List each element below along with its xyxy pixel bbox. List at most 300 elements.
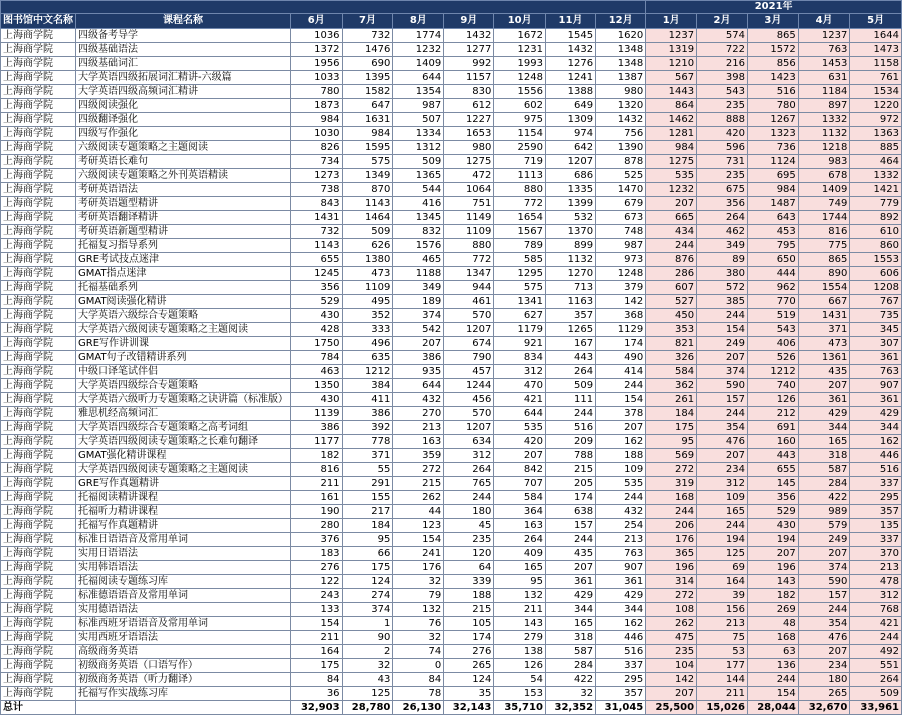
total-value-cell[interactable]: 28,044	[747, 701, 798, 715]
count-cell[interactable]: 642	[545, 141, 595, 155]
count-cell[interactable]: 644	[393, 379, 444, 393]
count-cell[interactable]: 175	[646, 421, 697, 435]
course-name-cell[interactable]: 大学英语四级综合专题策略	[76, 379, 291, 393]
count-cell[interactable]: 78	[393, 687, 444, 701]
count-cell[interactable]: 279	[494, 631, 546, 645]
count-cell[interactable]: 379	[596, 281, 646, 295]
count-cell[interactable]: 361	[545, 575, 595, 589]
count-cell[interactable]: 165	[697, 505, 748, 519]
course-name-cell[interactable]: 四级阅读强化	[76, 99, 291, 113]
count-cell[interactable]: 212	[747, 407, 798, 421]
count-cell[interactable]: 870	[342, 183, 393, 197]
count-cell[interactable]: 631	[798, 71, 850, 85]
count-cell[interactable]: 983	[798, 155, 850, 169]
count-cell[interactable]: 1129	[596, 323, 646, 337]
library-name-cell[interactable]: 上海商学院	[1, 547, 76, 561]
count-cell[interactable]: 386	[291, 421, 343, 435]
count-cell[interactable]: 751	[444, 197, 494, 211]
count-cell[interactable]: 526	[747, 351, 798, 365]
count-cell[interactable]: 344	[596, 603, 646, 617]
count-cell[interactable]: 635	[342, 351, 393, 365]
count-cell[interactable]: 644	[393, 71, 444, 85]
count-cell[interactable]: 284	[798, 477, 850, 491]
count-cell[interactable]: 2590	[494, 141, 546, 155]
count-cell[interactable]: 465	[393, 253, 444, 267]
count-cell[interactable]: 143	[494, 617, 546, 631]
count-cell[interactable]: 973	[596, 253, 646, 267]
count-cell[interactable]: 475	[646, 631, 697, 645]
count-cell[interactable]: 326	[646, 351, 697, 365]
count-cell[interactable]: 1476	[342, 43, 393, 57]
count-cell[interactable]: 89	[697, 253, 748, 267]
count-cell[interactable]: 361	[850, 351, 902, 365]
course-name-cell[interactable]	[76, 701, 291, 715]
count-cell[interactable]: 732	[342, 29, 393, 43]
count-cell[interactable]: 734	[291, 155, 343, 169]
count-cell[interactable]: 211	[291, 477, 343, 491]
count-cell[interactable]: 213	[697, 617, 748, 631]
count-cell[interactable]: 165	[545, 617, 595, 631]
count-cell[interactable]: 667	[798, 295, 850, 309]
count-cell[interactable]: 1443	[646, 85, 697, 99]
count-cell[interactable]: 1653	[444, 127, 494, 141]
count-cell[interactable]: 1672	[494, 29, 546, 43]
course-name-cell[interactable]: GRE写作真题精讲	[76, 477, 291, 491]
count-cell[interactable]: 535	[646, 169, 697, 183]
count-cell[interactable]: 356	[747, 491, 798, 505]
count-cell[interactable]: 1572	[747, 43, 798, 57]
count-cell[interactable]: 1620	[596, 29, 646, 43]
library-name-cell[interactable]: 上海商学院	[1, 183, 76, 197]
count-cell[interactable]: 575	[494, 281, 546, 295]
count-cell[interactable]: 207	[697, 351, 748, 365]
count-cell[interactable]: 207	[747, 547, 798, 561]
count-cell[interactable]: 1409	[798, 183, 850, 197]
course-name-cell[interactable]: 实用西班牙语语法	[76, 631, 291, 645]
count-cell[interactable]: 1295	[494, 267, 546, 281]
count-cell[interactable]: 54	[494, 673, 546, 687]
month-header[interactable]: 4月	[798, 14, 850, 29]
count-cell[interactable]: 446	[850, 449, 902, 463]
count-cell[interactable]: 286	[646, 267, 697, 281]
count-cell[interactable]: 143	[747, 575, 798, 589]
library-name-cell[interactable]: 上海商学院	[1, 617, 76, 631]
count-cell[interactable]: 772	[444, 253, 494, 267]
count-cell[interactable]: 84	[291, 673, 343, 687]
count-cell[interactable]: 1143	[291, 239, 343, 253]
course-name-cell[interactable]: 大学英语四级拓展词汇精讲-六级篇	[76, 71, 291, 85]
count-cell[interactable]: 314	[646, 575, 697, 589]
count-cell[interactable]: 337	[850, 533, 902, 547]
count-cell[interactable]: 154	[697, 323, 748, 337]
month-header[interactable]: 5月	[850, 14, 902, 29]
count-cell[interactable]: 361	[596, 575, 646, 589]
count-cell[interactable]: 1208	[850, 281, 902, 295]
count-cell[interactable]: 95	[646, 435, 697, 449]
count-cell[interactable]: 461	[444, 295, 494, 309]
count-cell[interactable]: 1030	[291, 127, 343, 141]
count-cell[interactable]: 707	[494, 477, 546, 491]
library-name-cell[interactable]: 上海商学院	[1, 603, 76, 617]
count-cell[interactable]: 1212	[747, 365, 798, 379]
count-cell[interactable]: 944	[444, 281, 494, 295]
count-cell[interactable]: 1554	[798, 281, 850, 295]
count-cell[interactable]: 1370	[545, 225, 595, 239]
count-cell[interactable]: 160	[747, 435, 798, 449]
count-cell[interactable]: 1220	[850, 99, 902, 113]
count-cell[interactable]: 429	[596, 589, 646, 603]
count-cell[interactable]: 207	[798, 547, 850, 561]
count-cell[interactable]: 972	[850, 113, 902, 127]
count-cell[interactable]: 832	[393, 225, 444, 239]
total-value-cell[interactable]: 35,710	[494, 701, 546, 715]
count-cell[interactable]: 1241	[545, 71, 595, 85]
count-cell[interactable]: 763	[850, 365, 902, 379]
count-cell[interactable]: 535	[494, 421, 546, 435]
course-name-cell[interactable]: 考研英语新题型精讲	[76, 225, 291, 239]
count-cell[interactable]: 1387	[596, 71, 646, 85]
course-name-cell[interactable]: 初级商务英语（口语写作）	[76, 659, 291, 673]
count-cell[interactable]: 361	[798, 393, 850, 407]
count-cell[interactable]: 695	[747, 169, 798, 183]
count-cell[interactable]: 380	[697, 267, 748, 281]
count-cell[interactable]: 209	[545, 435, 595, 449]
count-cell[interactable]: 264	[494, 533, 546, 547]
count-cell[interactable]: 1399	[545, 197, 595, 211]
count-cell[interactable]: 161	[291, 491, 343, 505]
count-cell[interactable]: 830	[444, 85, 494, 99]
count-cell[interactable]: 1232	[646, 183, 697, 197]
count-cell[interactable]: 244	[596, 491, 646, 505]
course-name-cell[interactable]: 六级阅读专题策略之外刊英语精读	[76, 169, 291, 183]
count-cell[interactable]: 1750	[291, 337, 343, 351]
col-library-header[interactable]: 图书馆中文名称	[1, 14, 76, 29]
count-cell[interactable]: 244	[697, 407, 748, 421]
count-cell[interactable]: 935	[393, 365, 444, 379]
count-cell[interactable]: 1158	[850, 57, 902, 71]
count-cell[interactable]: 1956	[291, 57, 343, 71]
count-cell[interactable]: 1363	[850, 127, 902, 141]
count-cell[interactable]: 206	[646, 519, 697, 533]
count-cell[interactable]: 1212	[342, 365, 393, 379]
library-name-cell[interactable]: 上海商学院	[1, 127, 76, 141]
total-value-cell[interactable]: 32,670	[798, 701, 850, 715]
count-cell[interactable]: 432	[393, 393, 444, 407]
count-cell[interactable]: 572	[697, 281, 748, 295]
count-cell[interactable]: 1275	[646, 155, 697, 169]
count-cell[interactable]: 211	[494, 603, 546, 617]
count-cell[interactable]: 519	[747, 309, 798, 323]
count-cell[interactable]: 984	[747, 183, 798, 197]
count-cell[interactable]: 44	[393, 505, 444, 519]
count-cell[interactable]: 276	[291, 561, 343, 575]
course-name-cell[interactable]: 大学英语六级综合专题策略	[76, 309, 291, 323]
count-cell[interactable]: 1270	[545, 267, 595, 281]
count-cell[interactable]: 1409	[393, 57, 444, 71]
count-cell[interactable]: 120	[444, 547, 494, 561]
count-cell[interactable]: 1265	[545, 323, 595, 337]
count-cell[interactable]: 735	[850, 309, 902, 323]
course-name-cell[interactable]: 考研英语题型精讲	[76, 197, 291, 211]
count-cell[interactable]: 1218	[798, 141, 850, 155]
library-name-cell[interactable]: 上海商学院	[1, 323, 76, 337]
count-cell[interactable]: 569	[646, 449, 697, 463]
count-cell[interactable]: 1276	[545, 57, 595, 71]
count-cell[interactable]: 1361	[798, 351, 850, 365]
count-cell[interactable]: 1341	[494, 295, 546, 309]
count-cell[interactable]: 462	[697, 225, 748, 239]
count-cell[interactable]: 1323	[747, 127, 798, 141]
count-cell[interactable]: 249	[697, 337, 748, 351]
count-cell[interactable]: 1036	[291, 29, 343, 43]
library-name-cell[interactable]: 上海商学院	[1, 631, 76, 645]
count-cell[interactable]: 1149	[444, 211, 494, 225]
count-cell[interactable]: 779	[850, 197, 902, 211]
course-name-cell[interactable]: 大学英语六级阅读专题策略之主题阅读	[76, 323, 291, 337]
count-cell[interactable]: 788	[545, 449, 595, 463]
count-cell[interactable]: 176	[646, 533, 697, 547]
count-cell[interactable]: 356	[697, 197, 748, 211]
count-cell[interactable]: 357	[850, 505, 902, 519]
count-cell[interactable]: 1	[342, 617, 393, 631]
count-cell[interactable]: 124	[342, 575, 393, 589]
library-name-cell[interactable]: 上海商学院	[1, 309, 76, 323]
count-cell[interactable]: 1347	[444, 267, 494, 281]
count-cell[interactable]: 182	[291, 449, 343, 463]
course-name-cell[interactable]: 实用德语语法	[76, 603, 291, 617]
count-cell[interactable]: 516	[747, 85, 798, 99]
library-name-cell[interactable]: 上海商学院	[1, 477, 76, 491]
count-cell[interactable]: 590	[798, 575, 850, 589]
count-cell[interactable]: 132	[494, 589, 546, 603]
count-cell[interactable]: 1237	[646, 29, 697, 43]
count-cell[interactable]: 1365	[393, 169, 444, 183]
count-cell[interactable]: 188	[596, 449, 646, 463]
total-label-cell[interactable]: 总计	[1, 701, 76, 715]
count-cell[interactable]: 0	[393, 659, 444, 673]
count-cell[interactable]: 738	[291, 183, 343, 197]
count-cell[interactable]: 280	[291, 519, 343, 533]
count-cell[interactable]: 162	[850, 435, 902, 449]
library-name-cell[interactable]: 上海商学院	[1, 365, 76, 379]
count-cell[interactable]: 168	[646, 491, 697, 505]
count-cell[interactable]: 32	[342, 659, 393, 673]
count-cell[interactable]: 590	[697, 379, 748, 393]
count-cell[interactable]: 678	[798, 169, 850, 183]
count-cell[interactable]: 376	[291, 533, 343, 547]
count-cell[interactable]: 174	[545, 491, 595, 505]
count-cell[interactable]: 495	[342, 295, 393, 309]
count-cell[interactable]: 1267	[747, 113, 798, 127]
count-cell[interactable]: 244	[697, 519, 748, 533]
count-cell[interactable]: 525	[596, 169, 646, 183]
course-name-cell[interactable]: 标准德语语音及常用单词	[76, 589, 291, 603]
count-cell[interactable]: 446	[596, 631, 646, 645]
count-cell[interactable]: 1545	[545, 29, 595, 43]
count-cell[interactable]: 353	[646, 323, 697, 337]
count-cell[interactable]: 532	[545, 211, 595, 225]
library-name-cell[interactable]: 上海商学院	[1, 239, 76, 253]
count-cell[interactable]: 1033	[291, 71, 343, 85]
count-cell[interactable]: 1395	[342, 71, 393, 85]
count-cell[interactable]: 1332	[798, 113, 850, 127]
count-cell[interactable]: 162	[596, 435, 646, 449]
count-cell[interactable]: 453	[747, 225, 798, 239]
count-cell[interactable]: 1644	[850, 29, 902, 43]
count-cell[interactable]: 175	[291, 659, 343, 673]
count-cell[interactable]: 1248	[494, 71, 546, 85]
library-name-cell[interactable]: 上海商学院	[1, 225, 76, 239]
count-cell[interactable]: 567	[646, 71, 697, 85]
count-cell[interactable]: 1132	[545, 253, 595, 267]
course-name-cell[interactable]: 四级翻译强化	[76, 113, 291, 127]
count-cell[interactable]: 587	[545, 645, 595, 659]
count-cell[interactable]: 262	[393, 491, 444, 505]
count-cell[interactable]: 1595	[342, 141, 393, 155]
count-cell[interactable]: 411	[342, 393, 393, 407]
count-cell[interactable]: 374	[342, 603, 393, 617]
count-cell[interactable]: 476	[798, 631, 850, 645]
library-name-cell[interactable]: 上海商学院	[1, 575, 76, 589]
count-cell[interactable]: 365	[646, 547, 697, 561]
count-cell[interactable]: 575	[342, 155, 393, 169]
course-name-cell[interactable]: 标准日语语音及常用单词	[76, 533, 291, 547]
count-cell[interactable]: 516	[545, 421, 595, 435]
count-cell[interactable]: 344	[798, 421, 850, 435]
count-cell[interactable]: 244	[545, 407, 595, 421]
count-cell[interactable]: 213	[850, 561, 902, 575]
count-cell[interactable]: 584	[646, 365, 697, 379]
count-cell[interactable]: 543	[747, 323, 798, 337]
count-cell[interactable]: 1139	[291, 407, 343, 421]
count-cell[interactable]: 1248	[596, 267, 646, 281]
count-cell[interactable]: 421	[494, 393, 546, 407]
count-cell[interactable]: 795	[747, 239, 798, 253]
count-cell[interactable]: 748	[596, 225, 646, 239]
count-cell[interactable]: 108	[646, 603, 697, 617]
count-cell[interactable]: 473	[342, 267, 393, 281]
count-cell[interactable]: 736	[747, 141, 798, 155]
count-cell[interactable]: 69	[697, 561, 748, 575]
library-name-cell[interactable]: 上海商学院	[1, 659, 76, 673]
count-cell[interactable]: 244	[646, 505, 697, 519]
count-cell[interactable]: 496	[342, 337, 393, 351]
count-cell[interactable]: 182	[747, 589, 798, 603]
count-cell[interactable]: 789	[494, 239, 546, 253]
count-cell[interactable]: 478	[850, 575, 902, 589]
count-cell[interactable]: 319	[646, 477, 697, 491]
count-cell[interactable]: 207	[697, 449, 748, 463]
course-name-cell[interactable]: 实用韩语语法	[76, 561, 291, 575]
library-name-cell[interactable]: 上海商学院	[1, 393, 76, 407]
count-cell[interactable]: 295	[596, 673, 646, 687]
count-cell[interactable]: 312	[850, 589, 902, 603]
count-cell[interactable]: 1227	[444, 113, 494, 127]
count-cell[interactable]: 215	[444, 603, 494, 617]
count-cell[interactable]: 32	[545, 687, 595, 701]
count-cell[interactable]: 1237	[798, 29, 850, 43]
count-cell[interactable]: 371	[342, 449, 393, 463]
month-header[interactable]: 3月	[747, 14, 798, 29]
count-cell[interactable]: 885	[850, 141, 902, 155]
count-cell[interactable]: 602	[494, 99, 546, 113]
count-cell[interactable]: 756	[596, 127, 646, 141]
count-cell[interactable]: 444	[747, 267, 798, 281]
course-name-cell[interactable]: 托福听力精讲课程	[76, 505, 291, 519]
count-cell[interactable]: 574	[697, 29, 748, 43]
count-cell[interactable]: 356	[291, 281, 343, 295]
count-cell[interactable]: 333	[342, 323, 393, 337]
count-cell[interactable]: 492	[850, 645, 902, 659]
count-cell[interactable]: 1207	[444, 323, 494, 337]
count-cell[interactable]: 1335	[545, 183, 595, 197]
count-cell[interactable]: 770	[747, 295, 798, 309]
count-cell[interactable]: 337	[596, 659, 646, 673]
total-value-cell[interactable]: 28,780	[342, 701, 393, 715]
count-cell[interactable]: 66	[342, 547, 393, 561]
count-cell[interactable]: 1277	[444, 43, 494, 57]
count-cell[interactable]: 105	[444, 617, 494, 631]
count-cell[interactable]: 217	[342, 505, 393, 519]
count-cell[interactable]: 84	[393, 673, 444, 687]
library-name-cell[interactable]: 上海商学院	[1, 43, 76, 57]
count-cell[interactable]: 585	[494, 253, 546, 267]
count-cell[interactable]: 790	[444, 351, 494, 365]
count-cell[interactable]: 359	[393, 449, 444, 463]
total-value-cell[interactable]: 26,130	[393, 701, 444, 715]
count-cell[interactable]: 276	[444, 645, 494, 659]
count-cell[interactable]: 254	[596, 519, 646, 533]
count-cell[interactable]: 509	[545, 379, 595, 393]
count-cell[interactable]: 535	[596, 477, 646, 491]
count-cell[interactable]: 551	[850, 659, 902, 673]
library-name-cell[interactable]: 上海商学院	[1, 155, 76, 169]
count-cell[interactable]: 428	[291, 323, 343, 337]
count-cell[interactable]: 1231	[494, 43, 546, 57]
count-cell[interactable]: 1109	[342, 281, 393, 295]
count-cell[interactable]: 638	[545, 505, 595, 519]
course-name-cell[interactable]: 四级基础语法	[76, 43, 291, 57]
count-cell[interactable]: 772	[494, 197, 546, 211]
count-cell[interactable]: 264	[697, 211, 748, 225]
count-cell[interactable]: 587	[798, 463, 850, 477]
count-cell[interactable]: 357	[545, 309, 595, 323]
count-cell[interactable]: 980	[444, 141, 494, 155]
count-cell[interactable]: 780	[747, 99, 798, 113]
count-cell[interactable]: 731	[697, 155, 748, 169]
count-cell[interactable]: 880	[444, 239, 494, 253]
count-cell[interactable]: 163	[494, 519, 546, 533]
count-cell[interactable]: 606	[850, 267, 902, 281]
month-header[interactable]: 11月	[545, 14, 595, 29]
count-cell[interactable]: 183	[291, 547, 343, 561]
library-name-cell[interactable]: 上海商学院	[1, 505, 76, 519]
count-cell[interactable]: 432	[596, 505, 646, 519]
count-cell[interactable]: 516	[850, 463, 902, 477]
count-cell[interactable]: 211	[697, 687, 748, 701]
count-cell[interactable]: 1421	[850, 183, 902, 197]
count-cell[interactable]: 1064	[444, 183, 494, 197]
count-cell[interactable]: 516	[596, 645, 646, 659]
course-name-cell[interactable]: 大学英语四级阅读专题策略之长难句翻译	[76, 435, 291, 449]
count-cell[interactable]: 1349	[342, 169, 393, 183]
count-cell[interactable]: 174	[596, 337, 646, 351]
course-name-cell[interactable]: GMAT指点迷津	[76, 267, 291, 281]
course-name-cell[interactable]: GMAT强化精讲课程	[76, 449, 291, 463]
count-cell[interactable]: 1109	[444, 225, 494, 239]
course-name-cell[interactable]: GRE写作讲训课	[76, 337, 291, 351]
course-name-cell[interactable]: 四级基础词汇	[76, 57, 291, 71]
